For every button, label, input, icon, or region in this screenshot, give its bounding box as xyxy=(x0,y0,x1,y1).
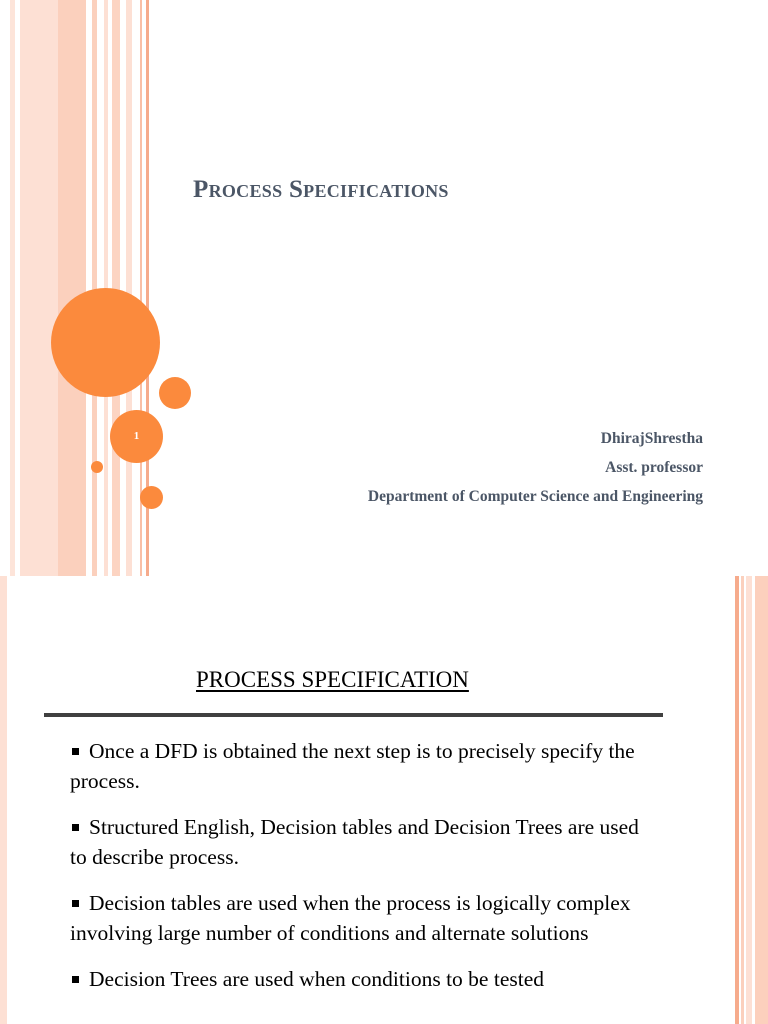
bullet-item xyxy=(70,888,660,948)
bullet-list xyxy=(70,736,660,994)
decorative-stripe xyxy=(746,576,752,1024)
decorative-circle-large xyxy=(51,288,160,397)
decorative-stripe xyxy=(20,0,58,576)
author-name: DhirajShrestha xyxy=(600,430,703,447)
decorative-stripe xyxy=(741,576,744,1024)
bullet-item xyxy=(70,964,660,994)
bullet-text: Structured English, Decision tables and Decision Trees are used to describe process. xyxy=(70,815,639,869)
author-position: Asst. professor xyxy=(605,459,703,476)
heading-rule xyxy=(44,713,663,717)
slide-title: Process Specifications xyxy=(193,176,449,203)
bullet-text: Once a DFD is obtained the next step is to precisely specify the process. xyxy=(70,739,635,793)
bullet-text: Decision tables are used when the process is logically complex involving large number of conditions and alternate solutions xyxy=(70,891,631,945)
square-bullet-icon xyxy=(72,824,79,831)
decorative-stripe xyxy=(126,0,132,576)
slide-heading: PROCESS SPECIFICATION xyxy=(196,667,469,692)
square-bullet-icon xyxy=(72,748,79,755)
bullet-item xyxy=(70,812,660,872)
decorative-stripe xyxy=(10,0,15,576)
slide-number: 1 xyxy=(133,430,140,442)
square-bullet-icon xyxy=(72,900,79,907)
decorative-stripe xyxy=(755,576,768,1024)
author-department: Department of Computer Science and Engineering xyxy=(367,488,703,505)
decorative-stripe xyxy=(58,0,86,576)
content-slide xyxy=(0,576,768,1024)
author-block xyxy=(368,424,703,511)
square-bullet-icon xyxy=(72,976,79,983)
decorative-stripe xyxy=(0,576,7,1024)
decorative-circle-tiny xyxy=(91,461,103,473)
decorative-stripe xyxy=(735,576,739,1024)
bullet-text: Decision Trees are used when conditions to be tested xyxy=(89,967,544,991)
decorative-circle-small xyxy=(159,377,191,409)
decorative-circle-small xyxy=(140,486,163,509)
bullet-item xyxy=(70,736,660,796)
